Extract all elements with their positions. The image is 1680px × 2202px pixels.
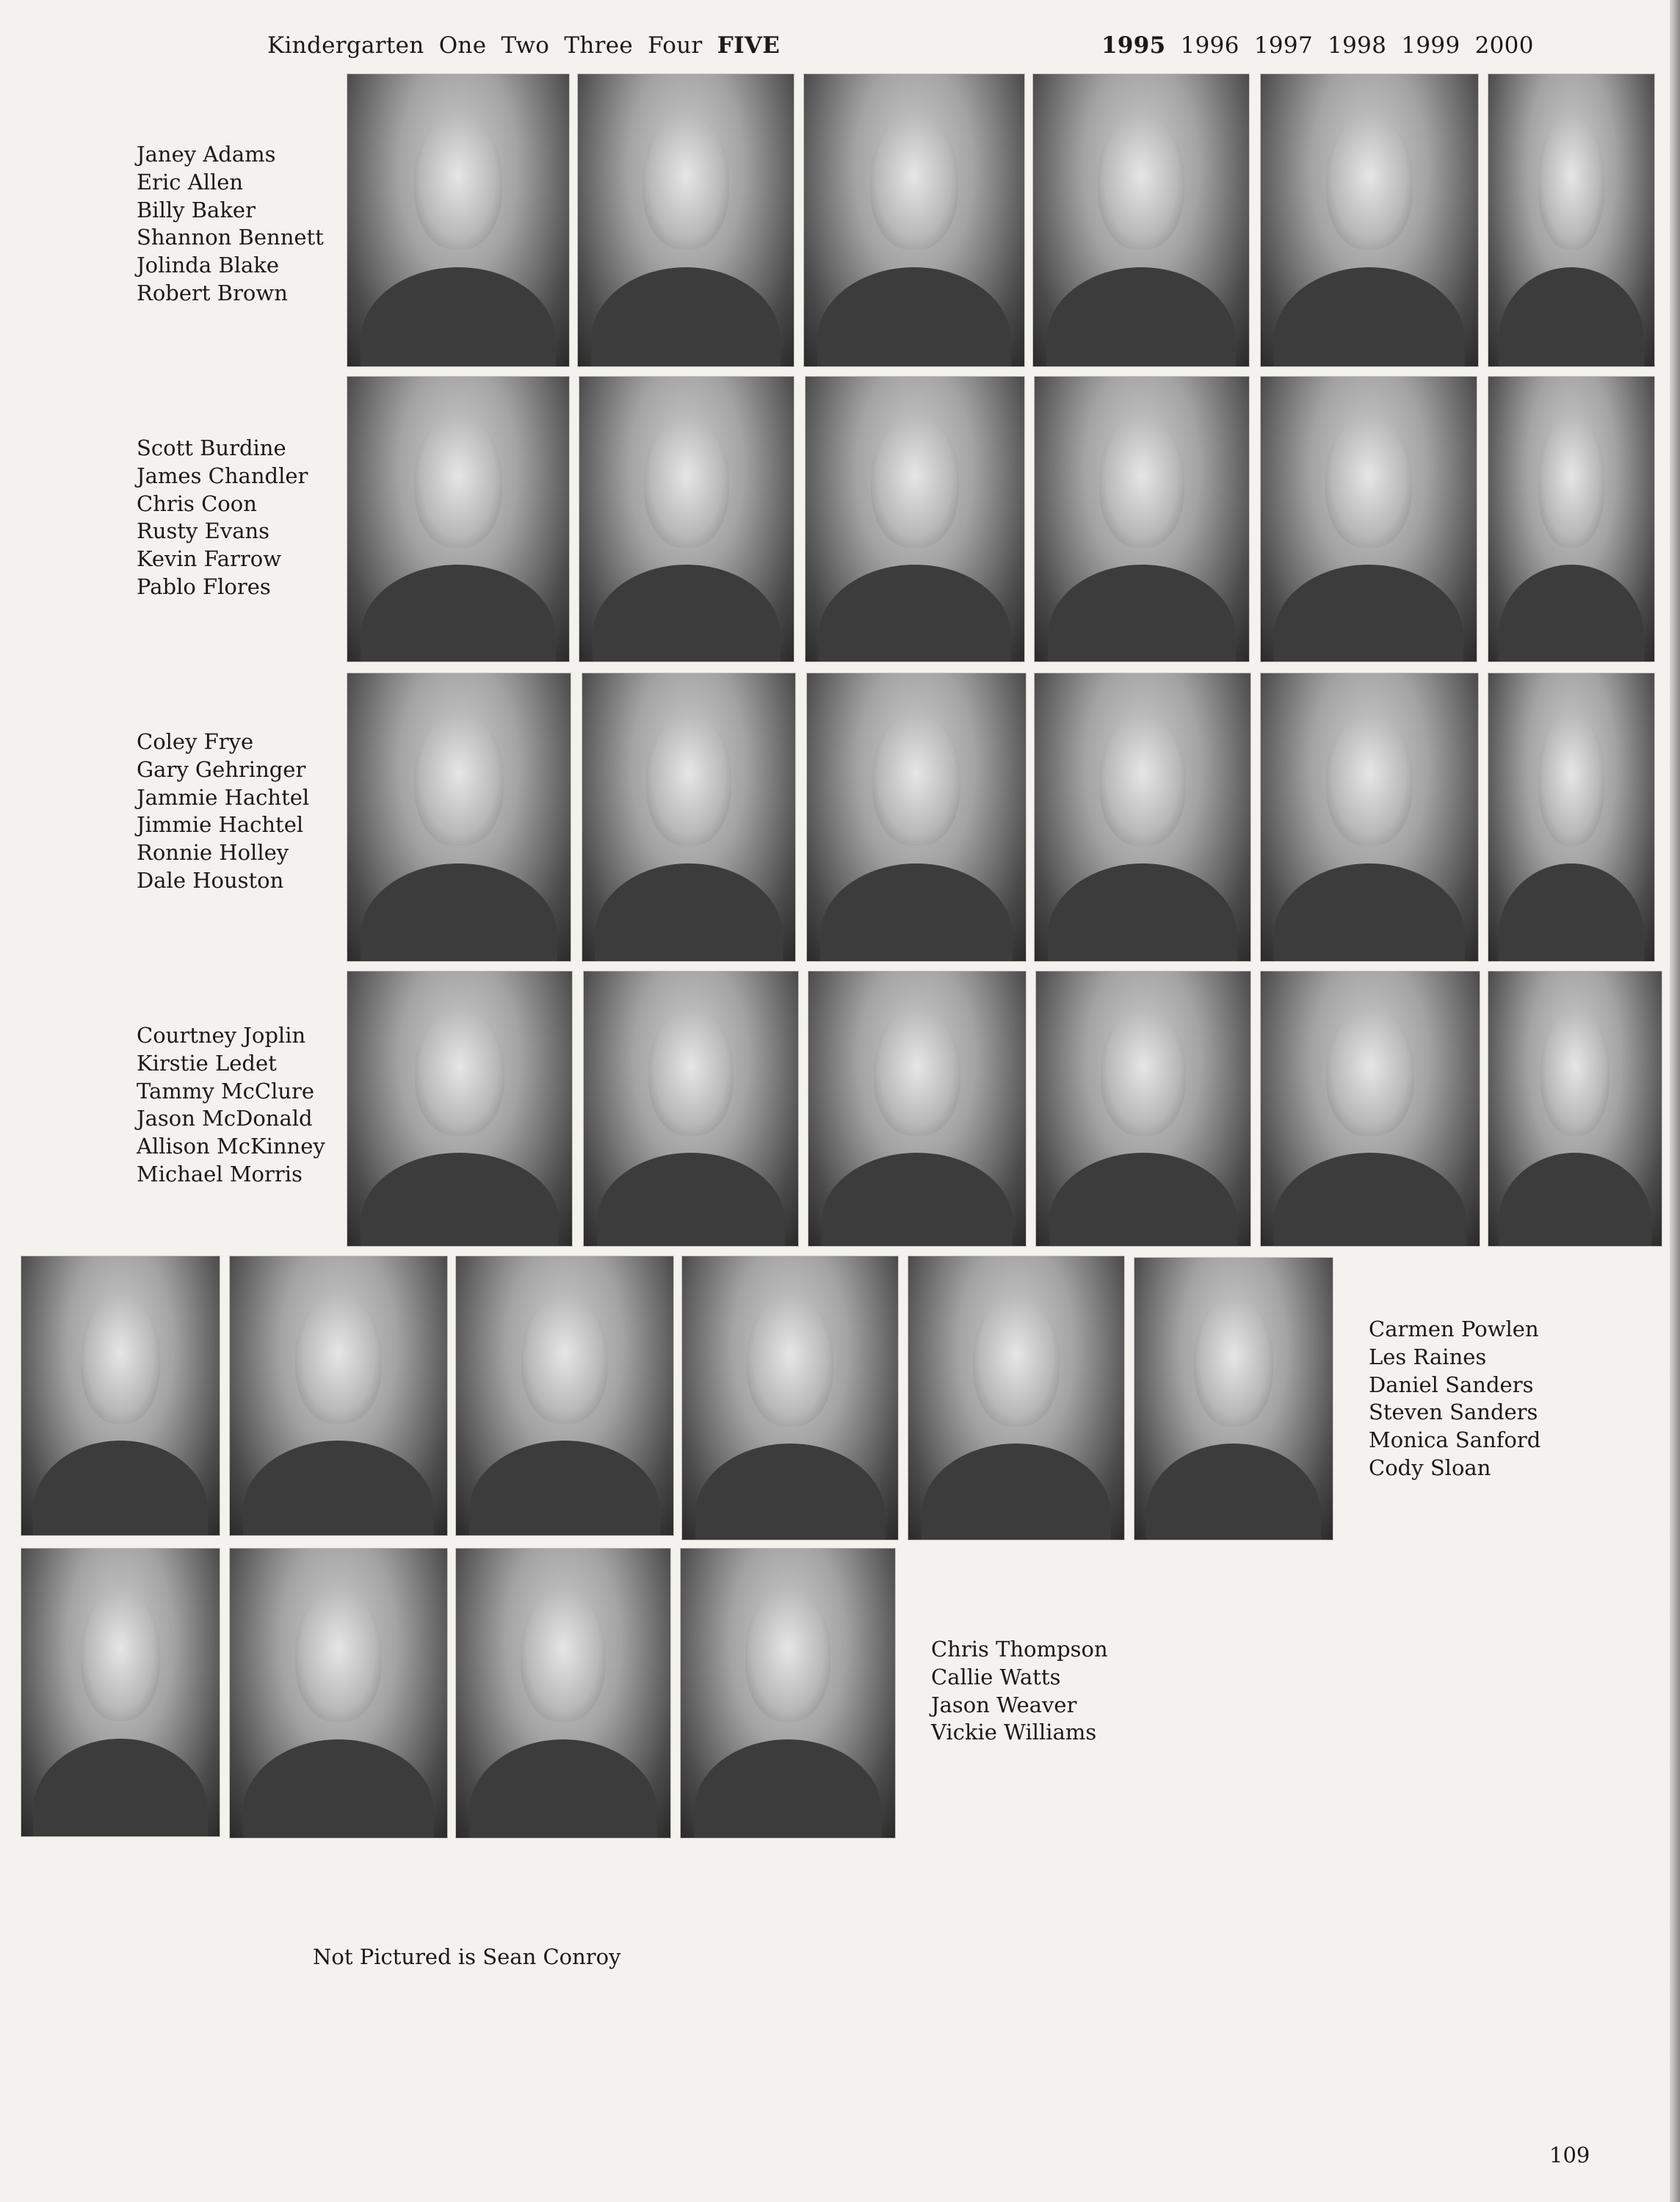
student-name: Kevin Farrow [137, 546, 282, 572]
portrait-head [1099, 416, 1185, 547]
portrait-shoulders [694, 1739, 883, 1839]
student-portrait [229, 1548, 448, 1839]
student-name: Jimmie Hachtel [137, 812, 304, 838]
student-portrait [908, 1256, 1125, 1540]
portrait-head [1101, 1010, 1187, 1136]
portrait-head [747, 1296, 833, 1427]
student-portrait [1488, 73, 1655, 367]
portrait-head [521, 1295, 608, 1424]
student-name: Callie Watts [931, 1664, 1061, 1689]
student-portrait [1260, 73, 1479, 367]
portrait-shoulders [597, 1153, 786, 1247]
not-pictured-note: Not Pictured is Sean Conroy [313, 1944, 621, 1969]
student-name: Rusty Evans [137, 518, 270, 544]
portrait-shoulders [361, 267, 556, 367]
student-portrait [347, 376, 570, 662]
student-portrait [583, 971, 799, 1247]
portrait-head [1194, 1297, 1273, 1427]
portrait-shoulders [469, 1739, 658, 1839]
portrait-head [644, 416, 730, 547]
portrait-shoulders [33, 1739, 208, 1837]
page-number: 109 [1549, 2143, 1590, 2167]
name-list-row-3 [137, 728, 309, 895]
student-portrait [577, 73, 794, 367]
student-portrait [805, 376, 1025, 662]
portrait-shoulders [822, 1153, 1013, 1247]
portrait-shoulders [1274, 1153, 1466, 1247]
name-list-row-6 [931, 1636, 1108, 1747]
portrait-head [1326, 714, 1413, 846]
current-year-label: 1995 [1101, 32, 1166, 59]
name-list-row-4 [137, 1022, 325, 1189]
grade-label: Kindergarten [267, 32, 424, 59]
student-name: Gary Gehringer [137, 756, 306, 782]
student-name: Scott Burdine [137, 435, 286, 460]
student-portrait [681, 1256, 899, 1540]
student-portrait [347, 971, 573, 1247]
portrait-shoulders [1499, 565, 1645, 662]
student-name: Monica Sanford [1369, 1427, 1541, 1453]
student-portrait [229, 1256, 448, 1536]
year-label: 1999 [1401, 32, 1460, 59]
portrait-shoulders [1499, 863, 1645, 962]
years-header [1101, 32, 1541, 59]
student-portrait [579, 376, 794, 662]
student-portrait [1034, 673, 1251, 962]
portrait-head [874, 1010, 960, 1136]
portrait-head [81, 1589, 160, 1721]
portrait-shoulders [1049, 1153, 1238, 1247]
portrait-shoulders [819, 565, 1011, 662]
portrait-shoulders [1048, 863, 1238, 962]
portrait-head [648, 1010, 734, 1136]
year-label: 1997 [1253, 32, 1313, 59]
student-portrait [1034, 376, 1250, 662]
current-grade-label: FIVE [717, 32, 781, 59]
student-portrait [1260, 971, 1480, 1247]
portrait-shoulders [1499, 1153, 1651, 1247]
year-label: 1996 [1180, 32, 1239, 59]
portrait-head [295, 1589, 382, 1722]
portrait-shoulders [361, 863, 557, 962]
year-label: 2000 [1474, 32, 1534, 59]
student-name: Daniel Sanders [1369, 1372, 1534, 1397]
student-portrait [455, 1256, 674, 1536]
portrait-shoulders [1274, 267, 1465, 367]
student-portrait [347, 673, 571, 962]
portrait-head [295, 1295, 382, 1424]
student-name: Robert Brown [137, 280, 288, 305]
portrait-head [1538, 714, 1604, 846]
portrait-shoulders [1146, 1444, 1321, 1540]
student-name: Michael Morris [137, 1161, 303, 1187]
portrait-shoulders [695, 1444, 886, 1540]
portrait-shoulders [243, 1739, 434, 1839]
portrait-shoulders [820, 863, 1013, 962]
portrait-shoulders [595, 863, 782, 962]
student-portrait [21, 1548, 220, 1837]
portrait-head [872, 714, 960, 846]
portrait-shoulders [922, 1444, 1112, 1540]
student-name: Shannon Bennett [137, 225, 324, 250]
student-name: Chris Thompson [931, 1637, 1108, 1662]
grade-levels-header [267, 32, 787, 59]
student-name: Vickie Williams [931, 1720, 1097, 1745]
portrait-shoulders [469, 1441, 660, 1536]
student-portrait [347, 73, 570, 367]
portrait-head [642, 115, 729, 250]
portrait-head [1540, 1010, 1610, 1136]
student-portrait [806, 673, 1027, 962]
student-portrait [1488, 376, 1655, 662]
student-name: Les Raines [1369, 1344, 1487, 1369]
portrait-shoulders [243, 1441, 434, 1536]
student-name: Tammy McClure [137, 1078, 315, 1104]
student-portrait [1260, 376, 1477, 662]
portrait-head [415, 1010, 504, 1136]
portrait-shoulders [817, 267, 1011, 367]
student-name: Jason Weaver [931, 1692, 1077, 1717]
student-name: Dale Houston [137, 867, 284, 893]
portrait-head [870, 115, 958, 250]
student-portrait [808, 971, 1027, 1247]
student-name: Carmen Powlen [1369, 1317, 1539, 1341]
student-portrait [803, 73, 1025, 367]
portrait-shoulders [1046, 267, 1237, 367]
student-portrait [1260, 673, 1479, 962]
portrait-head [646, 714, 731, 846]
portrait-shoulders [593, 565, 781, 662]
student-portrait [1134, 1257, 1333, 1540]
grade-label: Two [501, 32, 550, 59]
student-name: Janey Adams [137, 142, 276, 167]
portrait-shoulders [1274, 863, 1465, 962]
portrait-shoulders [1048, 565, 1237, 662]
portrait-shoulders [361, 1153, 558, 1247]
student-name: Coley Frye [137, 729, 254, 754]
portrait-shoulders [361, 565, 556, 662]
student-portrait [1488, 971, 1662, 1247]
student-name: Steven Sanders [1369, 1399, 1538, 1425]
portrait-head [1326, 1010, 1413, 1136]
student-name: Kirstie Ledet [137, 1050, 277, 1076]
portrait-head [81, 1295, 160, 1424]
portrait-head [1538, 115, 1604, 250]
portrait-head [1099, 714, 1186, 846]
name-list-row-5 [1369, 1316, 1540, 1482]
student-name: Courtney Joplin [137, 1023, 306, 1048]
student-name: James Chandler [137, 463, 308, 488]
portrait-head [414, 416, 503, 547]
student-name: Billy Baker [137, 197, 256, 222]
student-name: Ronnie Holley [137, 840, 289, 866]
portrait-shoulders [1499, 267, 1645, 367]
portrait-shoulders [591, 267, 781, 367]
student-name: Eric Allen [137, 169, 244, 195]
year-label: 1998 [1328, 32, 1387, 59]
student-name: Jason McDonald [137, 1106, 313, 1131]
name-list-row-1 [137, 141, 324, 308]
portrait-head [1538, 416, 1604, 547]
student-name: Cody Sloan [1369, 1455, 1491, 1480]
portrait-head [745, 1589, 831, 1722]
student-portrait [1035, 971, 1251, 1247]
grade-label: Three [564, 32, 633, 59]
grade-label: One [438, 32, 487, 59]
student-name: Jammie Hachtel [137, 784, 310, 810]
portrait-shoulders [1274, 565, 1464, 662]
portrait-head [414, 115, 503, 250]
portrait-head [414, 714, 504, 846]
student-name: Chris Coon [137, 490, 257, 516]
portrait-head [1325, 416, 1412, 547]
portrait-head [1098, 115, 1184, 250]
student-portrait [680, 1548, 896, 1839]
student-name: Allison McKinney [137, 1134, 325, 1159]
student-name: Pablo Flores [137, 573, 271, 599]
student-name: Jolinda Blake [137, 253, 279, 278]
student-portrait [455, 1548, 671, 1839]
student-portrait [1032, 73, 1250, 367]
grade-label: Four [648, 32, 703, 59]
student-portrait [582, 673, 796, 962]
student-portrait [1488, 673, 1655, 962]
page-edge [1670, 0, 1680, 2202]
portrait-head [1326, 115, 1413, 250]
student-portrait [21, 1256, 220, 1536]
portrait-head [973, 1296, 1060, 1427]
portrait-head [521, 1589, 607, 1722]
name-list-row-2 [137, 435, 308, 601]
portrait-head [871, 416, 958, 547]
portrait-shoulders [33, 1441, 208, 1536]
